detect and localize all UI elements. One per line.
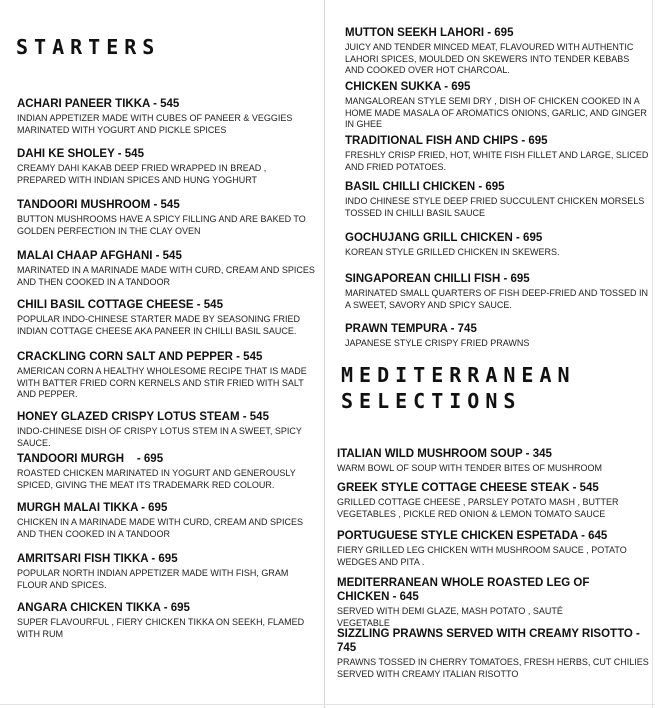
menu-item-name: BASIL CHILLI CHICKEN - 695 xyxy=(345,181,505,193)
menu-item-description: BUTTON MUSHROOMS HAVE A SPICY FILLING AND ARE BAKED TO GOLDEN PERFECTION IN THE CLAY OVEN xyxy=(17,214,306,236)
menu-item-name: ANGARA CHICKEN TIKKA - 695 xyxy=(17,602,190,614)
menu-item-description: GRILLED COTTAGE CHEESE , PARSLEY POTATO MASH , BUTTER VEGETABLES , PICKLE RED ONION & LEMON TOMATO SAUCE xyxy=(337,497,619,519)
menu-item xyxy=(345,134,650,173)
starters-heading: STARTERS xyxy=(16,35,161,59)
menu-item-description: INDO-CHINESE DISH OF CRISPY LOTUS STEM IN A SWEET, SPICY SAUCE. xyxy=(17,426,302,448)
menu-item-name: MURGH MALAI TIKKA - 695 xyxy=(17,502,168,514)
menu-item-name: PORTUGUESE STYLE CHICKEN ESPETADA - 645 xyxy=(337,530,608,542)
menu-item xyxy=(17,601,317,640)
menu-item xyxy=(337,481,649,520)
menu-item xyxy=(337,447,649,475)
menu-item-name: ACHARI PANEER TIKKA - 545 xyxy=(17,98,180,110)
menu-item-description: AMERICAN CORN A HEALTHY WHOLESOME RECIPE THAT IS MADE WITH BATTER FRIED CORN KERNELS AND STIR FRIED WITH SALT AND PEPPER. xyxy=(17,366,307,399)
menu-item xyxy=(17,410,317,449)
menu-item-name: HONEY GLAZED CRISPY LOTUS STEAM - 545 xyxy=(17,411,269,423)
menu-item xyxy=(17,350,317,401)
menu-item-description: MARINATED IN A MARINADE MADE WITH CURD, CREAM AND SPICES AND THEN COOKED IN A TANDOOR xyxy=(17,265,315,287)
menu-item xyxy=(345,180,650,219)
menu-item-description: INDO CHINESE STYLE DEEP FRIED SUCCULENT CHICKEN MORSELS TOSSED IN CHILLI BASIL SAUCE xyxy=(345,196,645,218)
menu-item-description: ROASTED CHICKEN MARINATED IN YOGURT AND GENEROUSLY SPICED, GIVING THE MEAT ITS TRADEMARK RED COLOUR. xyxy=(17,468,296,490)
menu-item-name: ITALIAN WILD MUSHROOM SOUP - 345 xyxy=(337,448,552,460)
menu-item-description: FRESHLY CRISP FRIED, HOT, WHITE FISH FILLET AND LARGE, SLICED AND FRIED POTATOES. xyxy=(345,150,649,172)
menu-item xyxy=(17,501,317,540)
menu-item xyxy=(345,272,650,311)
menu-item-name: GREEK STYLE COTTAGE CHEESE STEAK - 545 xyxy=(337,482,599,494)
menu-item-name: TANDOORI MUSHROOM - 545 xyxy=(17,199,180,211)
menu-item-description: SERVED WITH DEMI GLAZE, MASH POTATO , SAUTÉ VEGETABLE xyxy=(337,606,563,628)
menu-item-description: WARM BOWL OF SOUP WITH TENDER BITES OF MUSHROOM xyxy=(337,463,603,473)
menu-item xyxy=(17,452,317,491)
menu-item-description: PRAWNS TOSSED IN CHERRY TOMATOES, FRESH HERBS, CUT CHILIES SERVED WITH CREAMY ITALIAN RISOTTO xyxy=(337,657,649,679)
column-divider xyxy=(324,0,325,708)
menu-item xyxy=(17,198,317,237)
menu-item-name: CHICKEN SUKKA - 695 xyxy=(345,81,471,93)
menu-item-description: FIERY GRILLED LEG CHICKEN WITH MUSHROOM SAUCE , POTATO WEDGES AND PITA . xyxy=(337,545,627,567)
mediterranean-heading: MEDITERRANEAN SELECTIONS xyxy=(341,363,576,413)
menu-item-name: TRADITIONAL FISH AND CHIPS - 695 xyxy=(345,135,548,147)
menu-item-description: CHICKEN IN A MARINADE MADE WITH CURD, CREAM AND SPICES AND THEN COOKED IN A TANDOOR xyxy=(17,517,304,539)
menu-item-name: TANDOORI MURGH - 695 xyxy=(17,453,164,465)
menu-item-description: JAPANESE STYLE CRISPY FRIED PRAWNS xyxy=(345,338,530,348)
menu-item xyxy=(337,627,649,680)
menu-item-name: PRAWN TEMPURA - 745 xyxy=(345,323,477,335)
menu-item-description: KOREAN STYLE GRILLED CHICKEN IN SKEWERS. xyxy=(345,247,560,257)
menu-item xyxy=(337,576,617,629)
menu-item xyxy=(345,231,650,259)
menu-item-name: CHILI BASIL COTTAGE CHEESE - 545 xyxy=(17,299,223,311)
menu-item-description: MANGALOREAN STYLE SEMI DRY , DISH OF CHICKEN COOKED IN A HOME MADE MASALA OF AROMATICS ONIONS, GARLIC, AND GINGER IN GHEE xyxy=(345,96,647,129)
menu-item-name: MALAI CHAAP AFGHANI - 545 xyxy=(17,250,182,262)
menu-item xyxy=(17,249,317,288)
menu-item-description: SUPER FLAVOURFUL , FIERY CHICKEN TIKKA ON SEEKH, FLAMED WITH RUM xyxy=(17,617,305,639)
menu-item xyxy=(17,97,317,136)
menu-item-name: AMRITSARI FISH TIKKA - 695 xyxy=(17,553,178,565)
menu-item-name: MUTTON SEEKH LAHORI - 695 xyxy=(345,27,514,39)
menu-item-description: JUICY AND TENDER MINCED MEAT, FLAVOURED WITH AUTHENTIC LAHORI SPICES, MOULDED ON SKEWERS INTO TENDER KEBABS AND COOKED OVER HOT CHARCOAL. xyxy=(345,42,634,75)
menu-item xyxy=(17,298,317,337)
menu-item xyxy=(17,147,317,186)
menu-item-description: POPULAR NORTH INDIAN APPETIZER MADE WITH FISH, GRAM FLOUR AND SPICES. xyxy=(17,568,289,590)
menu-item-name: MEDITERRANEAN WHOLE ROASTED LEG OF CHICKEN - 645 xyxy=(337,577,590,603)
page-edge-right xyxy=(652,0,653,708)
menu-item-name: DAHI KE SHOLEY - 545 xyxy=(17,148,144,160)
menu-item-description: INDIAN APPETIZER MADE WITH CUBES OF PANEER & VEGGIES MARINATED WITH YOGURT AND PICKLE SPICES xyxy=(17,113,293,135)
menu-item xyxy=(337,529,649,568)
page-edge-bottom xyxy=(0,704,655,705)
menu-item-name: CRACKLING CORN SALT AND PEPPER - 545 xyxy=(17,351,263,363)
menu-item-name: GOCHUJANG GRILL CHICKEN - 695 xyxy=(345,232,543,244)
menu-item xyxy=(17,552,317,591)
menu-item-description: POPULAR INDO-CHINESE STARTER MADE BY SEASONING FRIED INDIAN COTTAGE CHEESE AKA PANEER IN CHILLI BASIL SAUCE. xyxy=(17,314,301,336)
menu-item-name: SINGAPOREAN CHILLI FISH - 695 xyxy=(345,273,530,285)
menu-item-name: SIZZLING PRAWNS SERVED WITH CREAMY RISOTTO - 745 xyxy=(337,628,640,654)
menu-item-description: MARINATED SMALL QUARTERS OF FISH DEEP-FRIED AND TOSSED IN A SWEET, SAVORY AND SPICY SAUCE. xyxy=(345,288,649,310)
menu-item-description: CREAMY DAHI KAKAB DEEP FRIED WRAPPED IN BREAD , PREPARED WITH INDIAN SPICES AND HUNG YOGHURT xyxy=(17,163,267,185)
menu-item xyxy=(345,26,650,77)
menu-item xyxy=(345,80,650,131)
menu-item xyxy=(345,322,650,350)
